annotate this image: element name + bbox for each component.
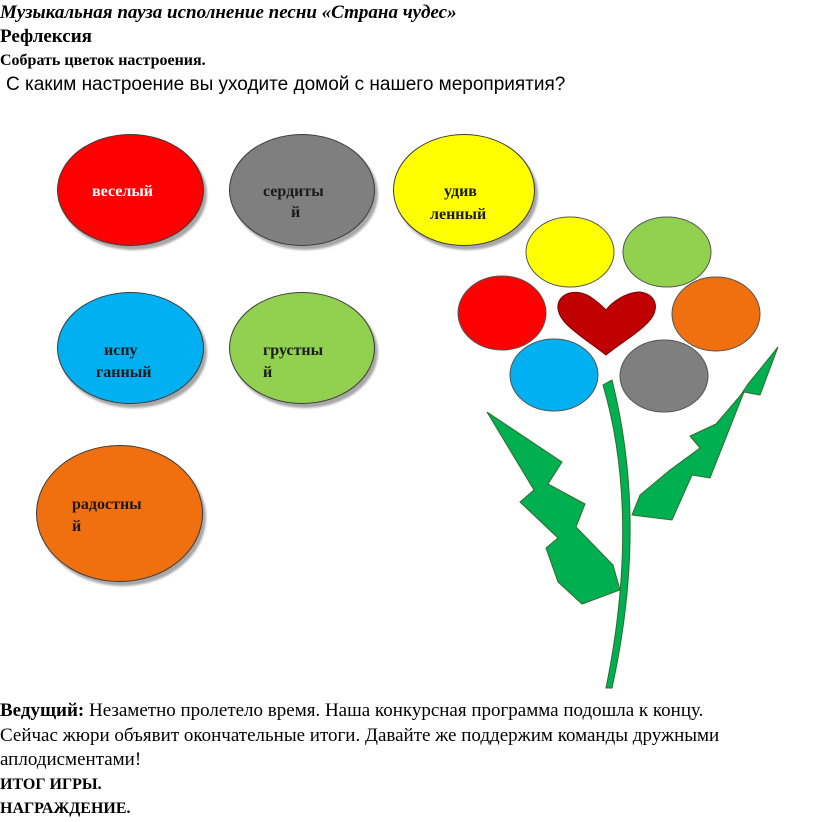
flower-stem — [603, 380, 630, 688]
host-speech — [0, 699, 760, 773]
petal-green — [623, 217, 711, 287]
award-heading: НАГРАЖДЕНИЕ. — [0, 800, 131, 817]
mood-label: ленный — [430, 206, 487, 223]
host-text: Незаметно пролетело время. Наша конкурсная программа подошла к концу. Сейчас жюри объявит окончательные итоги. Давайте же поддержим команды дружными аплодисментами! — [0, 700, 720, 770]
petal-gray — [620, 340, 708, 412]
petal-orange — [672, 277, 760, 351]
mood-flower-illustration — [440, 200, 800, 700]
question-text: С каким настроение вы уходите домой с нашего мероприятия? — [6, 74, 566, 95]
task-text: Собрать цветок настроения. — [0, 52, 206, 69]
mood-label: й — [291, 204, 301, 221]
mood-label: испу — [104, 342, 138, 359]
left-leaf — [487, 412, 620, 604]
mood-label: веселый — [92, 183, 154, 200]
mood-label: радостны — [72, 496, 142, 513]
footer-text — [0, 699, 760, 822]
petal-yellow — [526, 217, 614, 287]
mood-label: удив — [444, 183, 477, 200]
mood-label: й — [72, 518, 82, 535]
host-label: Ведущий: — [0, 700, 85, 721]
mood-label: сердиты — [263, 183, 324, 200]
mood-label: й — [263, 364, 273, 381]
mood-label: ганный — [96, 364, 152, 381]
petal-red — [458, 276, 546, 350]
mood-label: грустны — [263, 342, 324, 359]
section-heading: Рефлексия — [0, 26, 92, 47]
petal-blue — [510, 339, 598, 411]
result-heading: ИТОГ ИГРЫ. — [0, 775, 102, 793]
page-title: Музыкальная пауза исполнение песни «Страна чудес» — [0, 2, 457, 23]
